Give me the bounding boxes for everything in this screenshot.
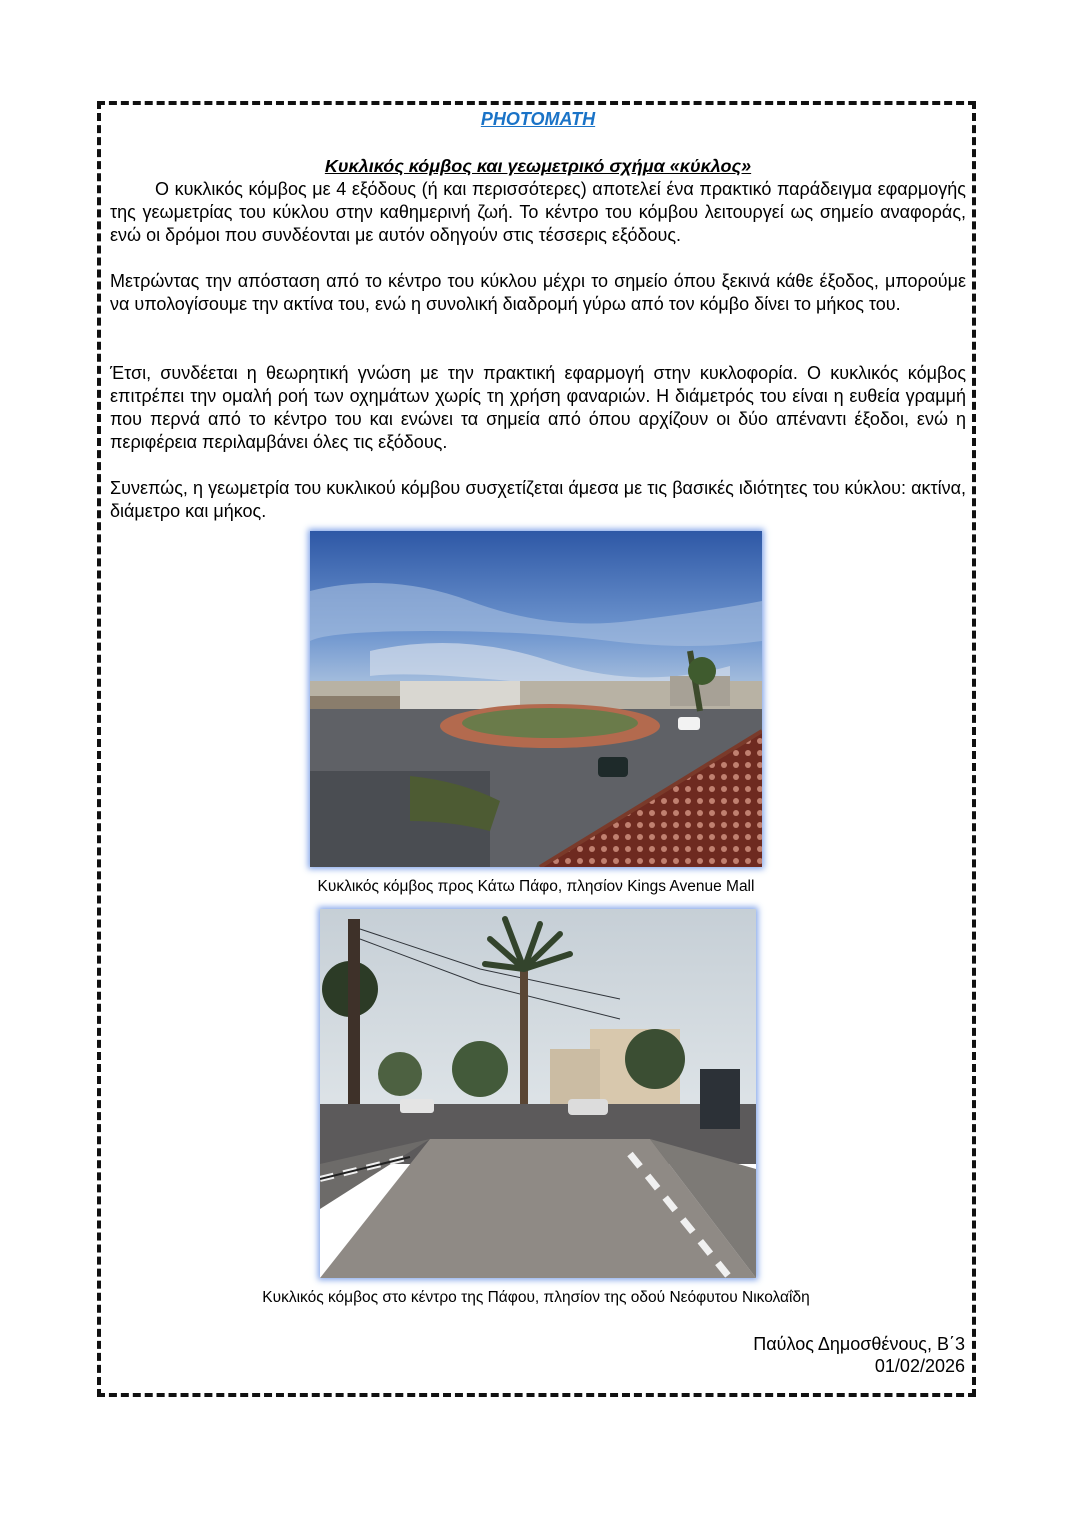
document-date: 01/02/2026 — [874, 1356, 965, 1376]
document-title: Κυκλικός κόμβος και γεωμετρικό σχήμα «κύκλος» — [324, 156, 752, 176]
photomath-link[interactable]: PHOTOMATH — [480, 109, 596, 129]
roundabout-photo-2 — [320, 909, 756, 1278]
paragraph-conclusion: Συνεπώς, η γεωμετρία του κυκλικού κόμβου συσχετίζεται άμεσα με τις βασικές ιδιότητες του κύκλου: ακτίνα, διάμετρο και μήκος. — [110, 478, 966, 521]
paragraph-radius: Μετρώντας την απόσταση από το κέντρο του κύκλου μέχρι το σημείο όπου ξεκινά κάθε έξοδος, μπορούμε να υπολογίσουμε την ακτίνα του, ενώ η συνολική διαδρομή γύρω από τον κόμβο δίνει το μήκος του. — [110, 271, 966, 314]
author-name: Παύλος Δημοσθένους, Β΄3 — [753, 1334, 965, 1354]
photo-1-caption: Κυκλικός κόμβος προς Κάτω Πάφο, πλησίον Kings Avenue Mall — [317, 878, 755, 895]
photo-2-caption: Κυκλικός κόμβος στο κέντρο της Πάφου, πλησίον της οδού Νεόφυτου Νικολαΐδη — [262, 1289, 810, 1306]
paragraph-application: Έτσι, συνδέεται η θεωρητική γνώση με την πρακτική εφαρμογή στην κυκλοφορία. Ο κυκλικός κόμβος επιτρέπει την ομαλή ροή των οχημάτων χωρίς τη χρήση φαναριών. Η διάμετρός του είναι η ευθεία γραμμή που περνά από το κέντρο του και ενώνει τα σημεία από όπου αρχίζουν οι δύο απέναντι έξοδοι, ενώ η περιφέρεια περιλαμβάνει όλες τις εξόδους. — [110, 363, 966, 452]
paragraph-intro: Ο κυκλικός κόμβος με 4 εξόδους (ή και περισσότερες) αποτελεί ένα πρακτικό παράδειγμα εφαρμογής της γεωμετρίας του κύκλου στην καθημερινή ζωή. Το κέντρο του κόμβου λειτουργεί ως σημείο αναφοράς, ενώ οι δρόμοι που συνδέονται με αυτόν οδηγούν στις τέσσερις εξόδους. — [110, 179, 966, 245]
roundabout-photo-1 — [310, 531, 762, 867]
